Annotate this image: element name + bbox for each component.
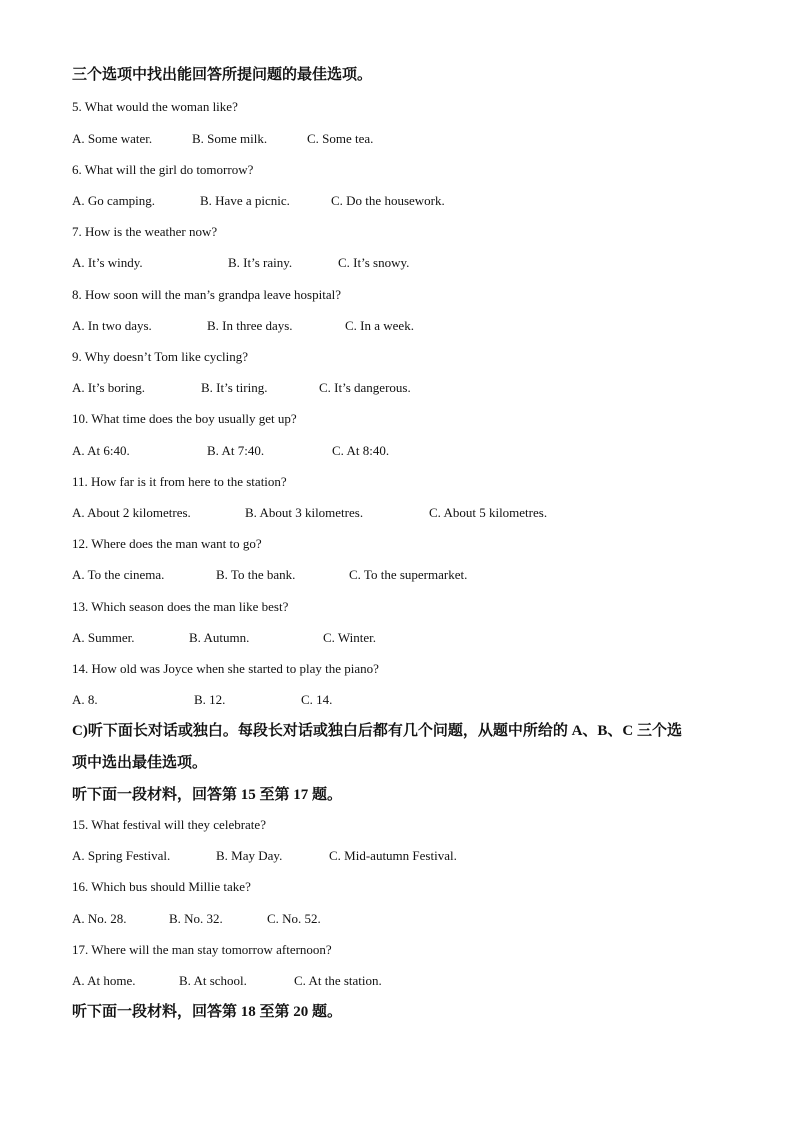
question-7: 7. How is the weather now?	[72, 224, 218, 239]
option-c: C. No. 52.	[267, 911, 321, 926]
option-c: C. It’s snowy.	[338, 255, 410, 270]
option-c: C. It’s dangerous.	[319, 380, 411, 395]
option-b: B. At 7:40.	[207, 443, 265, 458]
option-b: B. In three days.	[207, 318, 293, 333]
option-c: C. Some tea.	[307, 131, 374, 146]
option-a: A. To the cinema.	[72, 567, 165, 582]
option-c: C. At the station.	[294, 973, 382, 988]
option-c: C. Do the housework.	[331, 193, 445, 208]
option-c: C. Mid-autumn Festival.	[329, 848, 457, 863]
option-b: B. To the bank.	[216, 567, 296, 582]
option-b: B. No. 32.	[169, 911, 223, 926]
option-a: A. It’s boring.	[72, 380, 145, 395]
option-a: A. Summer.	[72, 630, 135, 645]
section-c-instructions-line1: C)听下面长对话或独白。每段长对话或独白后都有几个问题，从题中所给的 A、B、C 三个选	[72, 723, 683, 739]
option-a: A. 8.	[72, 692, 98, 707]
question-8: 8. How soon will the man’s grandpa leave hospital?	[72, 287, 341, 302]
section-intro-heading: 三个选项中找出能回答所提问题的最佳选项。	[72, 67, 373, 83]
option-b: B. At school.	[179, 973, 247, 988]
question-14: 14. How old was Joyce when she started to play the piano?	[72, 661, 379, 676]
option-b: B. Autumn.	[189, 630, 250, 645]
option-a: A. Go camping.	[72, 193, 156, 208]
question-16: 16. Which bus should Millie take?	[72, 879, 251, 894]
option-c: C. 14.	[301, 692, 333, 707]
question-6: 6. What will the girl do tomorrow?	[72, 162, 254, 177]
group-heading-18-20: 听下面一段材料，回答第 18 至第 20 题。	[72, 1004, 343, 1020]
option-c: C. Winter.	[323, 630, 377, 645]
option-c: C. About 5 kilometres.	[429, 505, 548, 520]
option-a: A. Spring Festival.	[72, 848, 171, 863]
option-a: A. It’s windy.	[72, 255, 143, 270]
question-15: 15. What festival will they celebrate?	[72, 817, 266, 832]
option-b: B. It’s rainy.	[228, 255, 293, 270]
question-5: 5. What would the woman like?	[72, 99, 238, 114]
option-c: C. At 8:40.	[332, 443, 390, 458]
option-a: A. No. 28.	[72, 911, 127, 926]
option-b: B. About 3 kilometres.	[245, 505, 364, 520]
question-9: 9. Why doesn’t Tom like cycling?	[72, 349, 249, 364]
option-a: A. At home.	[72, 973, 136, 988]
option-a: A. Some water.	[72, 131, 153, 146]
option-b: B. Have a picnic.	[200, 193, 290, 208]
question-17: 17. Where will the man stay tomorrow afternoon?	[72, 942, 332, 957]
question-12: 12. Where does the man want to go?	[72, 536, 262, 551]
question-11: 11. How far is it from here to the station?	[72, 474, 287, 489]
option-a: A. About 2 kilometres.	[72, 505, 191, 520]
option-b: B. 12.	[194, 692, 226, 707]
question-10: 10. What time does the boy usually get up?	[72, 411, 297, 426]
option-a: A. At 6:40.	[72, 443, 130, 458]
option-b: B. It’s tiring.	[201, 380, 268, 395]
option-b: B. May Day.	[216, 848, 283, 863]
section-c-instructions-line2: 项中选出最佳选项。	[72, 755, 208, 771]
option-b: B. Some milk.	[192, 131, 268, 146]
group-heading-15-17: 听下面一段材料，回答第 15 至第 17 题。	[72, 787, 343, 803]
option-c: C. In a week.	[345, 318, 414, 333]
question-13: 13. Which season does the man like best?	[72, 599, 289, 614]
option-a: A. In two days.	[72, 318, 152, 333]
option-c: C. To the supermarket.	[349, 567, 468, 582]
